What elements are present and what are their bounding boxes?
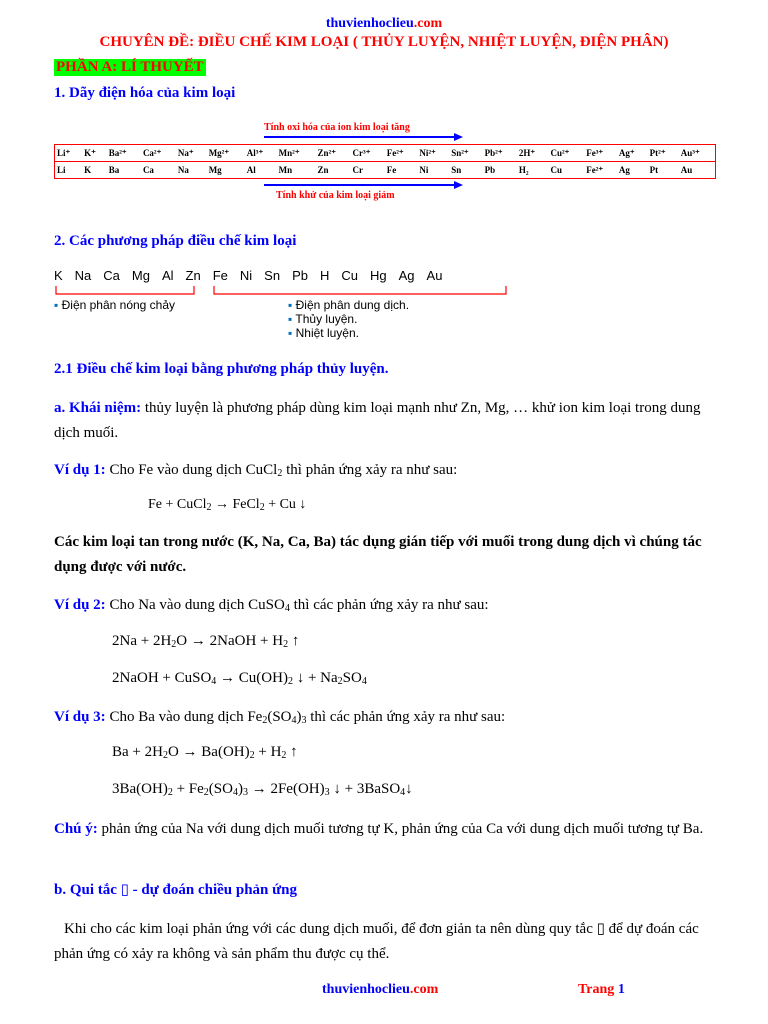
metal-symbol: H	[319, 268, 330, 283]
metal-cell: Ca	[141, 162, 176, 179]
heading-electrochemical-series: 1. Dãy điện hóa của kim loại	[54, 85, 236, 101]
ion-cell: Cu²⁺	[548, 145, 584, 162]
ion-cell: Mn²⁺	[277, 145, 316, 162]
metal-symbols	[54, 268, 454, 283]
ion-cell: 2H⁺	[517, 145, 549, 162]
metal-symbol: Ni	[239, 268, 253, 283]
metal-cell: Pb	[483, 162, 517, 179]
ion-cell: Sn²⁺	[449, 145, 482, 162]
metal-cell: Ag	[617, 162, 648, 179]
metal-symbol: Mg	[131, 268, 150, 283]
ion-cell: Pb²⁺	[483, 145, 517, 162]
equation-3a: $Ba + 2H_2O \to Ba(OH)_2 + H_2$ ↑	[112, 744, 298, 761]
ion-cell: Cr³⁺	[351, 145, 385, 162]
metal-symbol: Sn	[264, 268, 281, 283]
metal-cell: Na	[176, 162, 207, 179]
bottom-arrow-label: Tính khử của kim loại giảm	[276, 190, 395, 201]
method-note: ▪ Thủy luyện.	[288, 312, 358, 326]
electrochemical-series	[54, 120, 716, 202]
ion-cell: Ag⁺	[617, 145, 648, 162]
ion-cell: Zn²⁺	[316, 145, 351, 162]
metal-symbol: Al	[161, 268, 174, 283]
ion-cell: Na⁺	[176, 145, 207, 162]
equation-2a: $2Na + 2H_2O$ → 2NaOH + $H_2$ ↑	[112, 633, 300, 650]
right-arrow-icon	[264, 180, 464, 190]
metal-cell: Fe	[385, 162, 418, 179]
metal-cell: H₂	[517, 162, 549, 179]
rule-heading: b. Qui tắc ▯ - dự đoán chiều phản ứng	[54, 882, 297, 898]
metal-cell: Ba	[107, 162, 141, 179]
molten-electrolysis-note: ▪ Điện phân nóng chảy	[54, 298, 176, 312]
method-note: ▪ Điện phân dung dịch.	[288, 298, 410, 312]
metal-symbol: Cu	[341, 268, 358, 283]
metal-symbol: Fe	[212, 268, 228, 283]
ion-cell: Pt²⁺	[648, 145, 679, 162]
method-note: ▪ Nhiệt luyện.	[288, 326, 359, 340]
ion-cell: Li⁺	[55, 145, 83, 162]
ion-row	[55, 145, 716, 162]
ion-cell: Mg²⁺	[207, 145, 245, 162]
metal-row	[55, 162, 716, 179]
bold-note: Các kim loại tan trong nước (K, Na, Ca, Ba) tác dụng gián tiếp với muối trong dung dịch vì chúng tác dụng được với nước.	[54, 534, 702, 575]
section-a-heading: PHẦN A: LÍ THUYẾT	[56, 59, 204, 75]
example-2: Ví dụ 2: Cho Na vào dung dịch CuSO$_4$ thì các phản ứng xảy ra như sau:	[54, 597, 489, 614]
site-name: thuvienhoclieu	[325, 16, 414, 31]
metal-cell: Pt	[648, 162, 679, 179]
metal-symbol: Au	[426, 268, 443, 283]
ion-cell: K⁺	[82, 145, 107, 162]
ion-cell: Ni²⁺	[417, 145, 449, 162]
metal-cell: Cu	[548, 162, 584, 179]
metal-symbol: Hg	[370, 268, 387, 283]
metal-symbol: Pb	[292, 268, 308, 283]
ion-cell: Fe²⁺	[385, 145, 418, 162]
metal-cell: Mn	[277, 162, 316, 179]
metal-symbol: Ag	[398, 268, 415, 283]
note-paragraph: Chú ý: phản ứng của Na với dung dịch muối tương tự K, phản ứng của Ca với dung dịch muối tương tự Ba.	[54, 821, 704, 837]
metal-symbol: Ca	[103, 268, 120, 283]
heading-hydrometallurgy: 2.1 Điều chế kim loại bằng phương pháp thủy luyện.	[54, 361, 389, 377]
equation-2b: 2NaOH + CuSO$_4$ → $Cu(OH)_2$ ↓ + $Na_2SO_4$	[112, 670, 367, 687]
ion-cell: Al³⁺	[245, 145, 277, 162]
metal-cell: Au	[679, 162, 716, 179]
method-brackets	[54, 284, 514, 298]
rule-paragraph: Khi cho các kim loại phản ứng với các dung dịch muối, để đơn giản ta nên dùng quy tắc ▯ để dự đoán các phản ứng có xảy ra không và sản phẩm thu được cụ thể.	[54, 921, 699, 962]
document-title: CHUYÊN ĐỀ: ĐIỀU CHẾ KIM LOẠI ( THỦY LUYỆN, NHIỆT LUYỆN, ĐIỆN PHÂN)	[99, 34, 669, 50]
methods-diagram	[54, 268, 514, 348]
equation-1: Fe + CuCl$_2$ → FeCl$_2$ + Cu ↓	[148, 497, 307, 513]
metal-symbol: Na	[74, 268, 92, 283]
metal-cell: Fe²⁺	[584, 162, 617, 179]
metal-cell: Li	[55, 162, 83, 179]
metal-cell: Al	[245, 162, 277, 179]
metal-symbol: K	[54, 268, 63, 283]
metal-cell: K	[82, 162, 107, 179]
example-3: Ví dụ 3: Cho Ba vào dung dịch $Fe_2(SO_4)_3$ thì các phản ứng xảy ra như sau:	[54, 709, 506, 726]
ion-cell: Ba²⁺	[107, 145, 141, 162]
metal-cell: Ni	[417, 162, 449, 179]
metal-cell: Sn	[449, 162, 482, 179]
metal-cell: Mg	[207, 162, 245, 179]
equation-3b: $3Ba(OH)_2 + Fe_2(SO_4)_3 \to 2Fe(OH)_3$ ↓ + 3BaSO$_4$↓	[112, 781, 413, 798]
other-methods-notes	[288, 298, 409, 340]
ion-cell: Fe³⁺	[584, 145, 617, 162]
footer-site: thuvienhoclieu.com	[322, 982, 439, 997]
ion-cell: Au³⁺	[679, 145, 716, 162]
top-arrow-label: Tính oxi hóa của ion kim loại tăng	[264, 122, 410, 133]
metal-cell: Cr	[351, 162, 385, 179]
metal-symbol: Zn	[185, 268, 201, 283]
example-1: Ví dụ 1: Cho Fe vào dung dịch CuCl$_2$ thì phản ứng xảy ra như sau:	[54, 462, 458, 479]
series-table	[54, 144, 716, 179]
site-header	[0, 16, 768, 32]
concept-paragraph: a. Khái niệm: thủy luyện là phương pháp dùng kim loại mạnh như Zn, Mg, … khử ion kim loại trong dung dịch muối.	[54, 400, 701, 441]
site-domain: .com	[413, 16, 443, 31]
right-arrow-icon	[264, 132, 464, 142]
metal-cell: Zn	[316, 162, 351, 179]
heading-methods: 2. Các phương pháp điều chế kim loại	[54, 233, 297, 249]
ion-cell: Ca²⁺	[141, 145, 176, 162]
page-number: Trang 1	[578, 982, 625, 997]
